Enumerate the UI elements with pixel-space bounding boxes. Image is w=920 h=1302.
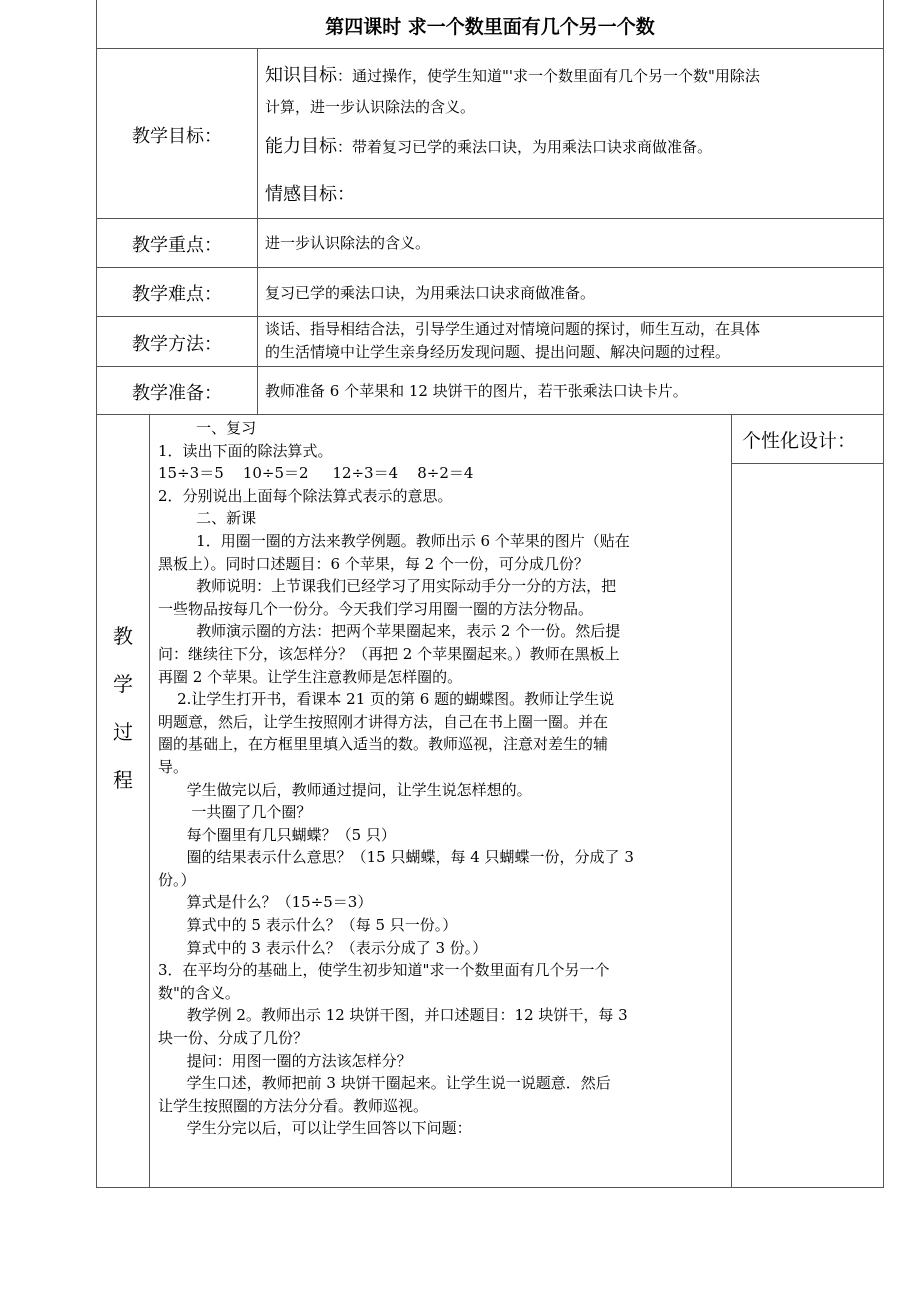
preparation-text: 教师准备 6 个苹果和 12 块饼干的图片，若干张乘法口诀卡片。 — [265, 382, 688, 400]
ability-goal-label: 能力目标 — [265, 136, 337, 157]
col-divider — [731, 414, 732, 1188]
process-line: 一、复习 — [158, 419, 257, 437]
method-line-2: 的生活情境中让学生亲身经历发现问题、提出问题、解决问题的过程。 — [265, 343, 731, 361]
process-line: 数"的含义。 — [158, 983, 240, 1002]
process-line: 算式中的 5 表示什么？（每 5 只一份。） — [158, 916, 458, 935]
process-content — [158, 417, 726, 1140]
preparation-label: 教学准备： — [132, 383, 222, 404]
lesson-title: 第四课时 求一个数里面有几个另一个数 — [325, 16, 655, 38]
row-divider — [96, 366, 884, 367]
process-char: 教 — [113, 624, 133, 648]
process-line: 一些物品按每几个一份分。今天我们学习用圈一圈的方法分物品。 — [158, 599, 594, 618]
process-line: 1．读出下面的除法算式。 — [158, 441, 333, 460]
process-line: 3．在平均分的基础上，使学生初步知道"求一个数里面有几个另一个 — [158, 961, 610, 980]
knowledge-goal-cont: 计算，进一步认识除法的含义。 — [265, 98, 476, 116]
process-line: 导。 — [158, 757, 189, 776]
process-line: 圈的结果表示什么意思？（15 只蝴蝶，每 4 只蝴蝶一份，分成了 3 — [158, 848, 634, 867]
process-line: 1．用圈一圈的方法来教学例题。教师出示 6 个苹果的图片（贴在 — [158, 531, 630, 550]
difficulty-label: 教学难点： — [132, 284, 222, 305]
process-line: 学生分完以后，可以让学生回答以下问题： — [158, 1119, 472, 1138]
process-line: 学生口述，教师把前 3 块饼干圈起来。让学生说一说题意．然后 — [158, 1074, 611, 1093]
process-line: 一共圈了几个圈？ — [158, 803, 312, 822]
ability-goal — [265, 135, 877, 159]
process-char: 程 — [113, 768, 133, 792]
process-line: 提问：用图一圈的方法该怎样分？ — [158, 1051, 412, 1070]
row-divider — [96, 316, 884, 317]
col-divider — [257, 48, 258, 414]
process-line: 块一份、分成了几份？ — [158, 1029, 309, 1048]
process-line: 2.让学生打开书，看课本 21 页的第 6 题的蝴蝶图。教师让学生说 — [158, 690, 615, 709]
process-line: 算式中的 3 表示什么？（表示分成了 3 份。） — [158, 938, 488, 957]
process-line: 黑板上）。同时口述题目：6 个苹果，每 2 个一份，可分成几份？ — [158, 554, 589, 573]
row-divider — [96, 267, 884, 268]
ability-goal-text: ：带着复习已学的乘法口诀，为用乘法口诀求商做准备。 — [337, 138, 713, 156]
key-point-text: 进一步认识除法的含义。 — [265, 234, 431, 252]
process-line: 教学例 2。教师出示 12 块饼干图，并口述题目：12 块饼干，每 3 — [158, 1006, 628, 1025]
process-line: 明题意，然后，让学生按照刚才讲得方法，自己在书上圈一圈。并在 — [158, 712, 609, 731]
row-divider — [96, 414, 884, 415]
process-line: 教师演示圈的方法：把两个苹果圈起来，表示 2 个一份。然后提 — [158, 622, 621, 641]
method-label: 教学方法： — [132, 334, 222, 355]
method-line-1: 谈话、指导相结合法，引导学生通过对情境问题的探讨，师生互动，在具体 — [265, 320, 761, 338]
process-char: 过 — [113, 720, 133, 744]
goals-label: 教学目标： — [132, 126, 222, 147]
process-line: 份。） — [158, 870, 196, 889]
side-divider — [731, 463, 884, 464]
emotion-goal: 情感目标： — [265, 184, 355, 205]
process-line: 学生做完以后，教师通过提问，让学生说怎样想的。 — [158, 780, 532, 799]
process-line: 算式是什么？（15÷5＝3） — [158, 893, 373, 912]
process-line: 让学生按照圈的方法分分看。教师巡视。 — [158, 1096, 429, 1115]
process-line: 问：继续往下分，该怎样分？（再把 2 个苹果圈起来。）教师在黑板上 — [158, 644, 620, 663]
knowledge-goal-label: 知识目标 — [265, 65, 337, 86]
difficulty-text: 复习已学的乘法口诀，为用乘法口诀求商做准备。 — [265, 284, 596, 302]
knowledge-goal-text: ：通过操作，使学生知道"'求一个数里面有几个另一个数"用除法 — [337, 67, 760, 85]
process-line: 每个圈里有几只蝴蝶？（5 只） — [158, 825, 396, 844]
process-line: 二、新课 — [158, 509, 257, 528]
key-point-label: 教学重点： — [132, 235, 222, 256]
knowledge-goal — [265, 64, 877, 88]
process-line: 再圈 2 个苹果。让学生注意教师是怎样圈的。 — [158, 667, 463, 686]
process-line: 教师说明：上节课我们已经学习了用实际动手分一分的方法，把 — [158, 577, 617, 596]
process-line: 15÷3＝5 10÷5＝2 12÷3＝4 8÷2＝4 — [158, 464, 474, 483]
process-line: 2．分别说出上面每个除法算式表示的意思。 — [158, 486, 453, 505]
process-char: 学 — [113, 672, 133, 696]
col-divider — [149, 414, 150, 1188]
personalized-design-label: 个性化设计： — [742, 430, 857, 452]
process-line: 圈的基础上，在方框里里填入适当的数。教师巡视，注意对差生的辅 — [158, 735, 609, 754]
row-divider — [96, 218, 884, 219]
row-divider — [96, 48, 884, 49]
